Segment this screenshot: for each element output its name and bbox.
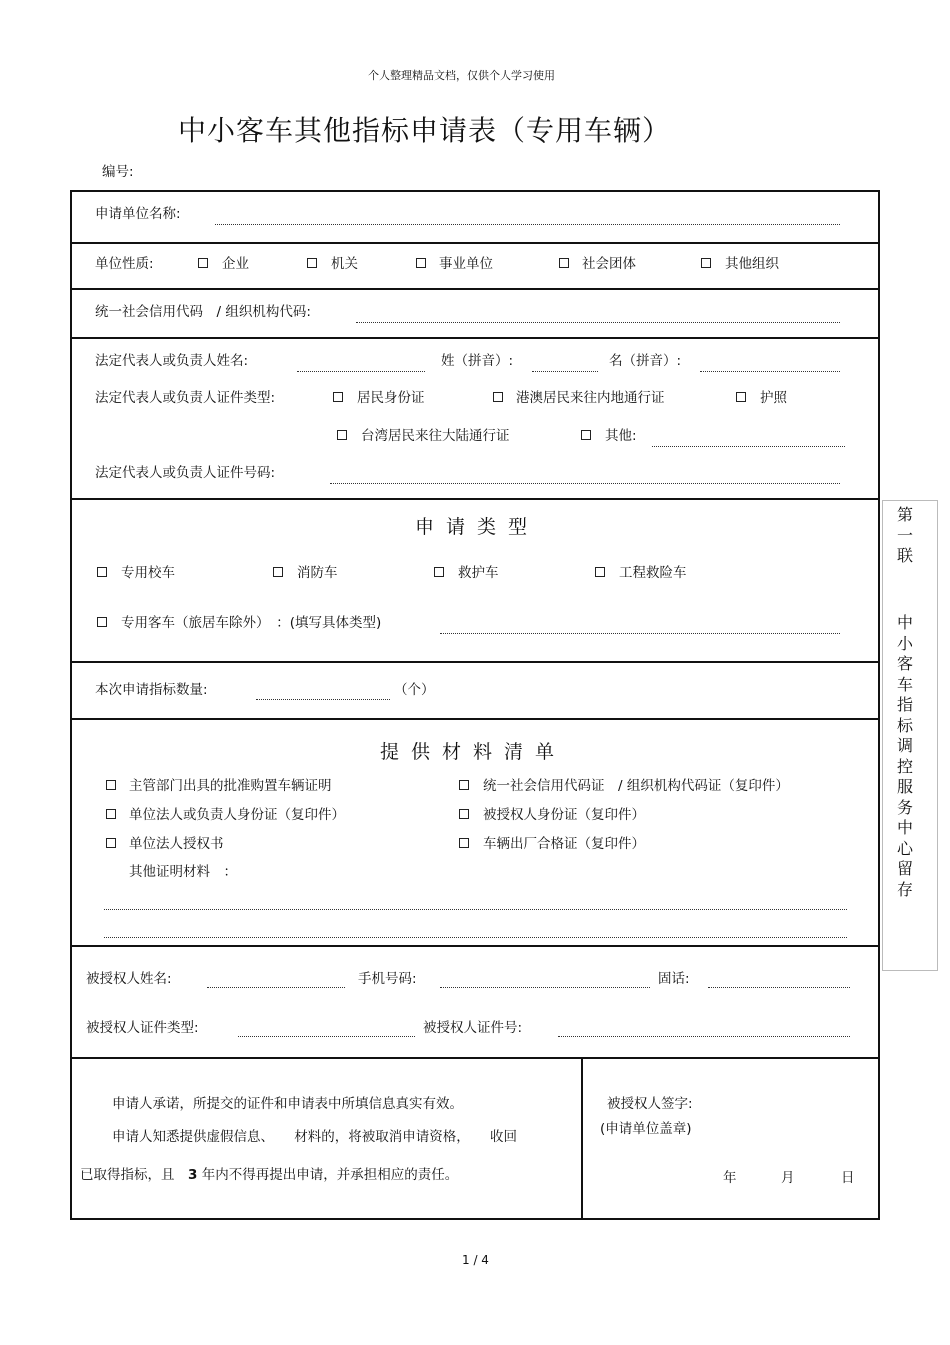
row-divider (70, 661, 880, 663)
side-note-retention-char: 务 (896, 797, 913, 817)
checkbox-taiwan-permit[interactable] (337, 430, 347, 440)
side-note-retention-char: 车 (896, 674, 913, 694)
checkbox-factory-certificate[interactable] (459, 838, 469, 848)
date-month: 月 (781, 1170, 795, 1186)
page-number: 1 / 4 (462, 1253, 489, 1267)
form-title: 中小客车其他指标申请表（专用车辆） (178, 114, 672, 147)
unit-name-label: 申请单位名称: (95, 206, 181, 222)
option-hk-macao-permit: 港澳居民来往内地通行证 (516, 390, 665, 406)
row-divider (70, 498, 880, 500)
checkbox-purchase-approval[interactable] (106, 780, 116, 790)
landline-field[interactable] (708, 987, 850, 988)
option-enterprise: 企业 (222, 256, 249, 272)
material-legal-rep-id-copy: 单位法人或负责人身份证（复印件） (129, 807, 345, 823)
option-institution: 事业单位 (439, 256, 493, 272)
form-frame (70, 190, 880, 1220)
authorized-id-type-label: 被授权人证件类型: (86, 1020, 199, 1036)
surname-pinyin-label: 姓（拼音）: (441, 353, 514, 369)
checkbox-legal-rep-id-copy[interactable] (106, 809, 116, 819)
side-note-copy-char: 一 (896, 525, 913, 545)
side-note-copy-char: 第 (896, 505, 913, 524)
checkbox-school-bus[interactable] (97, 567, 107, 577)
other-materials-label: 其他证明材料 ： (129, 864, 237, 880)
side-note-copy (894, 505, 916, 567)
pledge-line-2: 申请人知悉提供虚假信息、 材料的，将被取消申请资格， 收回 (112, 1129, 517, 1145)
side-note-retention-char: 客 (896, 654, 913, 673)
checkbox-government[interactable] (307, 258, 317, 268)
side-note-retention (894, 613, 916, 900)
option-fire-truck: 消防车 (297, 565, 338, 581)
other-id-field[interactable] (652, 446, 845, 447)
given-name-pinyin-field[interactable] (700, 371, 840, 372)
given-name-pinyin-label: 名（拼音）: (609, 353, 682, 369)
option-special-bus: 专用客车（旅居车除外） ：(填写具体类型) (121, 615, 382, 631)
date-year: 年 (723, 1170, 737, 1186)
unit-name-field[interactable] (215, 224, 840, 225)
side-note-retention-char: 控 (896, 756, 913, 776)
checkbox-authorized-id-copy[interactable] (459, 809, 469, 819)
row-divider (70, 242, 880, 244)
pledge-years: 3 (188, 1167, 198, 1183)
row-divider (70, 337, 880, 339)
quota-field[interactable] (256, 699, 390, 700)
pledge-signature-divider (581, 1057, 583, 1220)
side-note-retention-char: 中 (896, 613, 913, 632)
authorized-id-number-field[interactable] (558, 1036, 850, 1037)
phone-label: 手机号码: (358, 971, 417, 987)
checkbox-ambulance[interactable] (434, 567, 444, 577)
seal-label: (申请单位盖章) (600, 1121, 692, 1137)
option-taiwan-permit: 台湾居民来往大陆通行证 (361, 428, 510, 444)
checkbox-social-group[interactable] (559, 258, 569, 268)
signature-label: 被授权人签字: (607, 1096, 693, 1112)
side-note-retention-char: 中 (896, 818, 913, 837)
side-note-retention-char: 小 (896, 633, 913, 653)
authorized-id-type-field[interactable] (238, 1036, 415, 1037)
serial-number-label: 编号: (102, 164, 134, 180)
material-credit-code-cert: 统一社会信用代码证 / 组织机构代码证（复印件） (483, 778, 789, 794)
checkbox-resident-id[interactable] (333, 392, 343, 402)
apply-type-title: 申请类型 (415, 516, 540, 538)
credit-code-label: 统一社会信用代码 / 组织机构代码: (95, 304, 311, 320)
checkbox-credit-code-cert[interactable] (459, 780, 469, 790)
option-rescue-vehicle: 工程救险车 (619, 565, 687, 581)
materials-title: 提供材料清单 (380, 741, 567, 763)
side-note-retention-char: 存 (896, 879, 913, 899)
checkbox-other-id[interactable] (581, 430, 591, 440)
pledge-line-3 (80, 1167, 458, 1183)
date-day: 日 (841, 1170, 855, 1186)
checkbox-fire-truck[interactable] (273, 567, 283, 577)
checkbox-enterprise[interactable] (198, 258, 208, 268)
checkbox-rescue-vehicle[interactable] (595, 567, 605, 577)
option-resident-id: 居民身份证 (357, 390, 425, 406)
option-school-bus: 专用校车 (121, 565, 175, 581)
checkbox-special-bus[interactable] (97, 617, 107, 627)
authorized-id-number-label: 被授权人证件号: (423, 1020, 523, 1036)
option-ambulance: 救护车 (458, 565, 499, 581)
option-other-id: 其他: (605, 428, 637, 444)
authorized-name-label: 被授权人姓名: (86, 971, 172, 987)
checkbox-institution[interactable] (416, 258, 426, 268)
other-materials-field-1[interactable] (104, 909, 847, 910)
legal-rep-name-field[interactable] (297, 371, 425, 372)
option-other-org: 其他组织 (725, 256, 779, 272)
special-bus-type-field[interactable] (440, 633, 840, 634)
option-passport: 护照 (760, 390, 787, 406)
legal-rep-id-number-label: 法定代表人或负责人证件号码: (95, 465, 276, 481)
row-divider (70, 288, 880, 290)
legal-rep-id-number-field[interactable] (330, 483, 840, 484)
landline-label: 固话: (658, 971, 690, 987)
other-materials-field-2[interactable] (104, 937, 847, 938)
option-government: 机关 (331, 256, 358, 272)
side-note-retention-char: 调 (896, 736, 913, 755)
material-purchase-approval: 主管部门出具的批准购置车辆证明 (129, 778, 332, 794)
side-note-retention-char: 服 (896, 777, 913, 796)
material-authorization-letter: 单位法人授权书 (129, 836, 224, 852)
phone-field[interactable] (440, 987, 650, 988)
side-note-retention-char: 留 (896, 859, 913, 878)
row-divider (70, 1057, 880, 1059)
material-factory-certificate: 车辆出厂合格证（复印件） (483, 836, 645, 852)
checkbox-authorization-letter[interactable] (106, 838, 116, 848)
legal-rep-name-label: 法定代表人或负责人姓名: (95, 353, 249, 369)
row-divider (70, 945, 880, 947)
quota-unit: （个） (394, 682, 435, 698)
unit-nature-label: 单位性质: (95, 256, 154, 272)
material-authorized-id-copy: 被授权人身份证（复印件） (483, 807, 645, 823)
pledge-line-1: 申请人承诺，所提交的证件和申请表中所填信息真实有效。 (112, 1096, 463, 1112)
legal-rep-id-type-label: 法定代表人或负责人证件类型: (95, 390, 276, 406)
checkbox-other-org[interactable] (701, 258, 711, 268)
row-divider (70, 718, 880, 720)
option-social-group: 社会团体 (582, 256, 636, 272)
credit-code-field[interactable] (356, 322, 840, 323)
surname-pinyin-field[interactable] (532, 371, 598, 372)
side-note-retention-char: 指 (896, 695, 913, 714)
pledge-line-3-start: 已取得指标，且 (80, 1167, 188, 1183)
authorized-name-field[interactable] (207, 987, 345, 988)
side-note-copy-char: 联 (896, 546, 913, 565)
checkbox-hk-macao-permit[interactable] (493, 392, 503, 402)
header-note: 个人整理精品文档，仅供个人学习使用 (368, 69, 555, 82)
quota-label: 本次申请指标数量: (95, 682, 208, 698)
checkbox-passport[interactable] (736, 392, 746, 402)
side-note-retention-char: 标 (896, 715, 913, 735)
side-note-retention-char: 心 (896, 838, 913, 858)
pledge-line-3-end: 年内不得再提出申请，并承担相应的责任。 (197, 1167, 459, 1183)
